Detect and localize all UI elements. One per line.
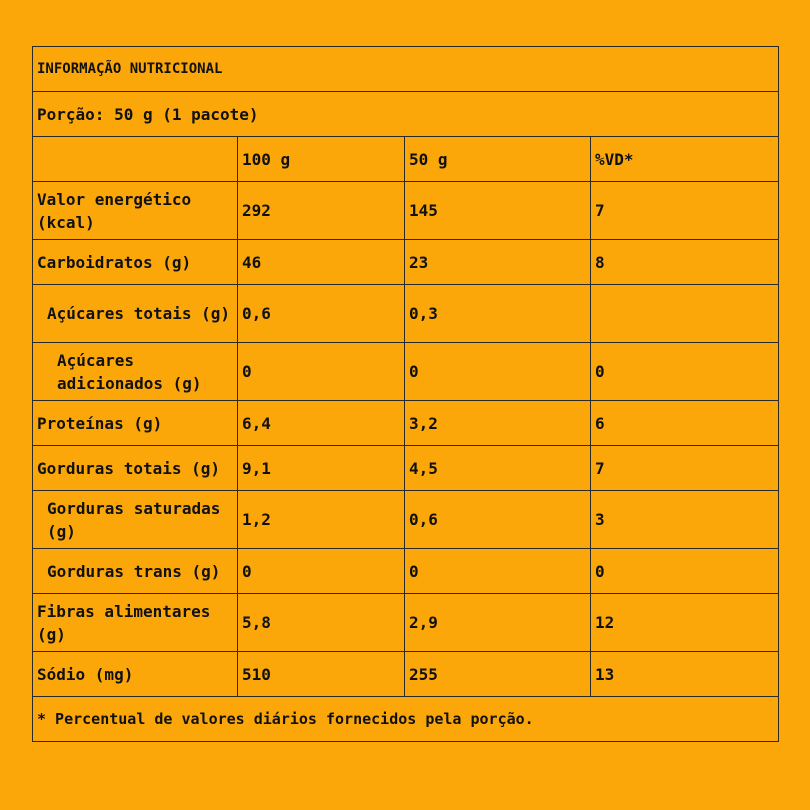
daily-value: 12	[591, 594, 779, 652]
nutrient-name: Fibras alimentares (g)	[33, 594, 238, 652]
daily-value: 7	[591, 446, 779, 491]
table-row	[33, 491, 779, 549]
nutrient-name: Açúcares totais (g)	[33, 285, 238, 343]
value-50g: 23	[405, 240, 591, 285]
value-100g: 1,2	[238, 491, 405, 549]
value-50g: 4,5	[405, 446, 591, 491]
table-title: INFORMAÇÃO NUTRICIONAL	[33, 47, 779, 92]
column-header-50g: 50 g	[405, 137, 591, 182]
table-row	[33, 240, 779, 285]
nutrient-name: Valor energético (kcal)	[33, 182, 238, 240]
value-100g: 46	[238, 240, 405, 285]
column-header-100g: 100 g	[238, 137, 405, 182]
table-row	[33, 401, 779, 446]
footnote: * Percentual de valores diários fornecidos pela porção.	[33, 697, 779, 742]
table-row	[33, 549, 779, 594]
column-header-daily-value: %VD*	[591, 137, 779, 182]
value-100g: 9,1	[238, 446, 405, 491]
nutrient-name: Proteínas (g)	[33, 401, 238, 446]
column-header-nutrient	[33, 137, 238, 182]
value-50g: 0	[405, 343, 591, 401]
serving-size: Porção: 50 g (1 pacote)	[33, 92, 779, 137]
daily-value: 6	[591, 401, 779, 446]
table-row	[33, 652, 779, 697]
table-row	[33, 182, 779, 240]
value-100g: 510	[238, 652, 405, 697]
value-100g: 0	[238, 343, 405, 401]
header-row	[33, 137, 779, 182]
daily-value: 8	[591, 240, 779, 285]
daily-value: 13	[591, 652, 779, 697]
nutrient-name	[33, 343, 238, 401]
nutrient-name: Sódio (mg)	[33, 652, 238, 697]
nutrient-name: Gorduras saturadas (g)	[33, 491, 238, 549]
nutrient-name: Carboidratos (g)	[33, 240, 238, 285]
value-100g: 292	[238, 182, 405, 240]
table-row	[33, 594, 779, 652]
daily-value: 0	[591, 343, 779, 401]
daily-value: 3	[591, 491, 779, 549]
value-100g: 0	[238, 549, 405, 594]
value-50g: 0,6	[405, 491, 591, 549]
nutrition-facts-table	[32, 46, 779, 742]
nutrient-name: Gorduras totais (g)	[33, 446, 238, 491]
value-50g: 145	[405, 182, 591, 240]
nutrient-name-text: Açúcares adicionados (g)	[57, 350, 202, 393]
value-100g: 5,8	[238, 594, 405, 652]
daily-value	[591, 285, 779, 343]
value-100g: 6,4	[238, 401, 405, 446]
nutrient-name: Gorduras trans (g)	[33, 549, 238, 594]
value-100g: 0,6	[238, 285, 405, 343]
value-50g: 0,3	[405, 285, 591, 343]
value-50g: 0	[405, 549, 591, 594]
value-50g: 255	[405, 652, 591, 697]
value-50g: 3,2	[405, 401, 591, 446]
table-row	[33, 343, 779, 401]
daily-value: 7	[591, 182, 779, 240]
table-row	[33, 285, 779, 343]
daily-value: 0	[591, 549, 779, 594]
table-row	[33, 446, 779, 491]
value-50g: 2,9	[405, 594, 591, 652]
